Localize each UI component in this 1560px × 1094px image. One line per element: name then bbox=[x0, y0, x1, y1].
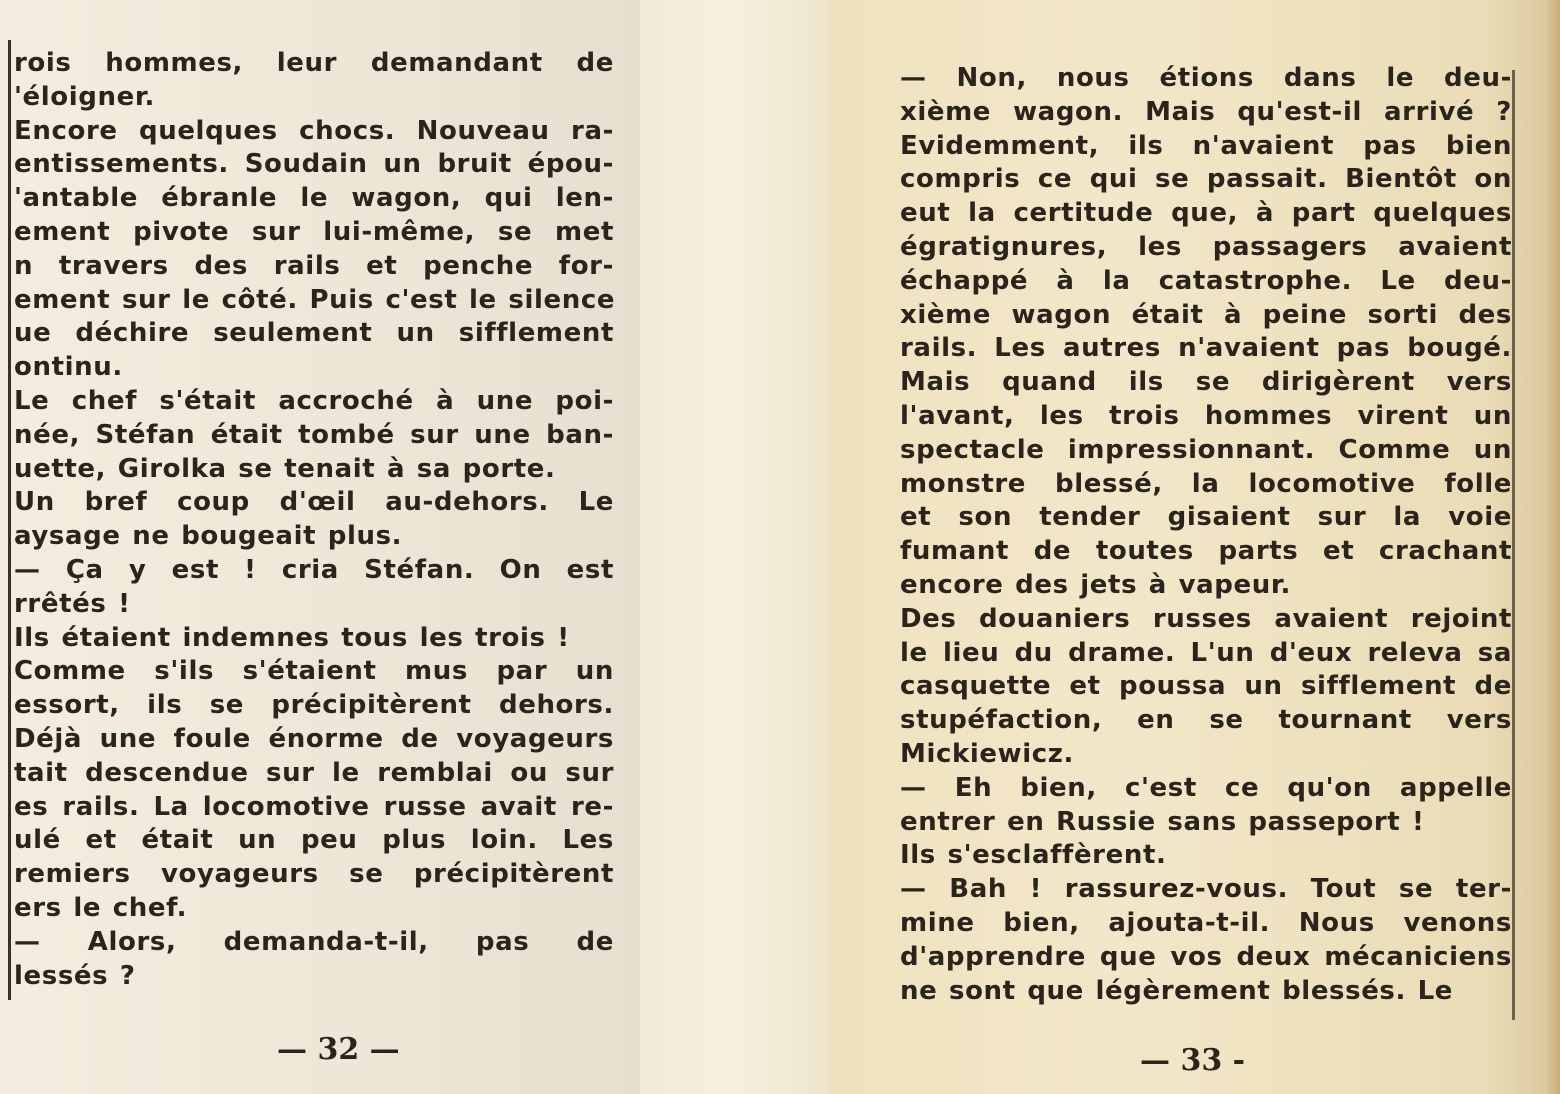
text-line: rails. Les autres n'avaient pas bougé. bbox=[900, 333, 1512, 364]
text-line: Evidemment, ils n'avaient pas bien bbox=[900, 130, 1512, 161]
text-line: entissements. Soudain un bruit épou- bbox=[14, 149, 614, 180]
text-line: remiers voyageurs se précipitèrent bbox=[14, 859, 614, 890]
text-line: ue déchire seulement un sifflement bbox=[14, 318, 614, 349]
right-page bbox=[830, 0, 1560, 1094]
text-line: rois hommes, leur demandant de bbox=[14, 48, 614, 78]
text-line: Ils s'esclaffèrent. bbox=[900, 840, 1167, 871]
text-line: 'éloigner. bbox=[14, 81, 156, 112]
text-line: ne sont que légèrement blessés. Le bbox=[900, 975, 1454, 1006]
text-line: Ils étaient indemnes tous les trois ! bbox=[14, 622, 570, 653]
text-line: xième wagon était à peine sorti des bbox=[900, 299, 1512, 330]
text-line: — Alors, demanda-t-il, pas de bbox=[14, 926, 614, 957]
text-line: d'apprendre que vos deux mécaniciens bbox=[900, 941, 1512, 972]
text-line: rrêtés ! bbox=[14, 588, 131, 619]
text-line: stupéfaction, en se tournant vers bbox=[900, 705, 1512, 736]
text-line: ers le chef. bbox=[14, 892, 188, 923]
text-line: spectacle impressionnant. Comme un bbox=[900, 434, 1512, 465]
text-line: casquette et poussa un sifflement de bbox=[900, 671, 1512, 702]
text-line: le lieu du drame. L'un d'eux releva sa bbox=[900, 637, 1512, 668]
text-line: es rails. La locomotive russe avait re- bbox=[14, 791, 614, 822]
text-line: — Eh bien, c'est ce qu'on appelle bbox=[900, 772, 1512, 803]
left-margin-line bbox=[8, 40, 11, 1000]
text-line: Mais quand ils se dirigèrent vers bbox=[900, 367, 1512, 398]
text-line: Le chef s'était accroché à une poi- bbox=[14, 385, 614, 416]
right-page-edge bbox=[1546, 0, 1560, 1094]
text-line: échappé à la catastrophe. Le deu- bbox=[900, 265, 1512, 296]
text-line: ement sur le côté. Puis c'est le silence bbox=[14, 284, 616, 315]
text-line: l'avant, les trois hommes virent un bbox=[900, 400, 1512, 431]
text-line: fumant de toutes parts et crachant bbox=[900, 536, 1512, 567]
left-text-column bbox=[14, 47, 614, 993]
right-page-number: — 33 - bbox=[1140, 1043, 1246, 1078]
right-edge-line bbox=[1512, 70, 1515, 1020]
left-page bbox=[0, 0, 640, 1094]
book-gutter bbox=[640, 0, 830, 1094]
text-line: uette, Girolka se tenait à sa porte. bbox=[14, 453, 556, 484]
text-line: mine bien, ajouta-t-il. Nous venons bbox=[900, 907, 1512, 938]
text-line: — Non, nous étions dans le deu- bbox=[900, 63, 1512, 93]
text-line: 'antable ébranle le wagon, qui len- bbox=[14, 183, 614, 214]
text-line: entrer en Russie sans passeport ! bbox=[900, 806, 1425, 837]
text-line: — Ça y est ! cria Stéfan. On est bbox=[14, 554, 614, 585]
text-line: — Bah ! rassurez-vous. Tout se ter- bbox=[900, 874, 1512, 905]
text-line: eut la certitude que, à part quelques bbox=[900, 198, 1512, 229]
text-line: Comme s'ils s'étaient mus par un bbox=[14, 656, 614, 687]
text-line: aysage ne bougeait plus. bbox=[14, 521, 403, 552]
text-line: n travers des rails et penche for- bbox=[14, 250, 614, 281]
text-line: ement pivote sur lui-même, se met bbox=[14, 216, 614, 247]
text-line: essort, ils se précipitèrent dehors. bbox=[14, 690, 614, 721]
text-line: Mickiewicz. bbox=[900, 738, 1074, 769]
text-line: Déjà une foule énorme de voyageurs bbox=[14, 723, 614, 754]
left-page-number: — 32 — bbox=[277, 1032, 400, 1067]
text-line: Encore quelques chocs. Nouveau ra- bbox=[14, 115, 614, 146]
text-line: et son tender gisaient sur la voie bbox=[900, 502, 1512, 533]
text-line: compris ce qui se passait. Bientôt on bbox=[900, 164, 1512, 195]
right-text-column bbox=[900, 62, 1512, 1008]
text-line: égratignures, les passagers avaient bbox=[900, 231, 1512, 262]
text-line: lessés ? bbox=[14, 960, 136, 991]
text-line: Un bref coup d'œil au-dehors. Le bbox=[14, 487, 614, 518]
text-line: xième wagon. Mais qu'est-il arrivé ? bbox=[900, 96, 1512, 127]
text-line: ontinu. bbox=[14, 352, 123, 383]
text-line: monstre blessé, la locomotive folle bbox=[900, 468, 1512, 499]
text-line: tait descendue sur le remblai ou sur bbox=[14, 757, 614, 788]
text-line: née, Stéfan était tombé sur une ban- bbox=[14, 419, 614, 450]
text-line: encore des jets à vapeur. bbox=[900, 569, 1292, 600]
text-line: ulé et était un peu plus loin. Les bbox=[14, 825, 614, 856]
text-line: Des douaniers russes avaient rejoint bbox=[900, 603, 1512, 634]
